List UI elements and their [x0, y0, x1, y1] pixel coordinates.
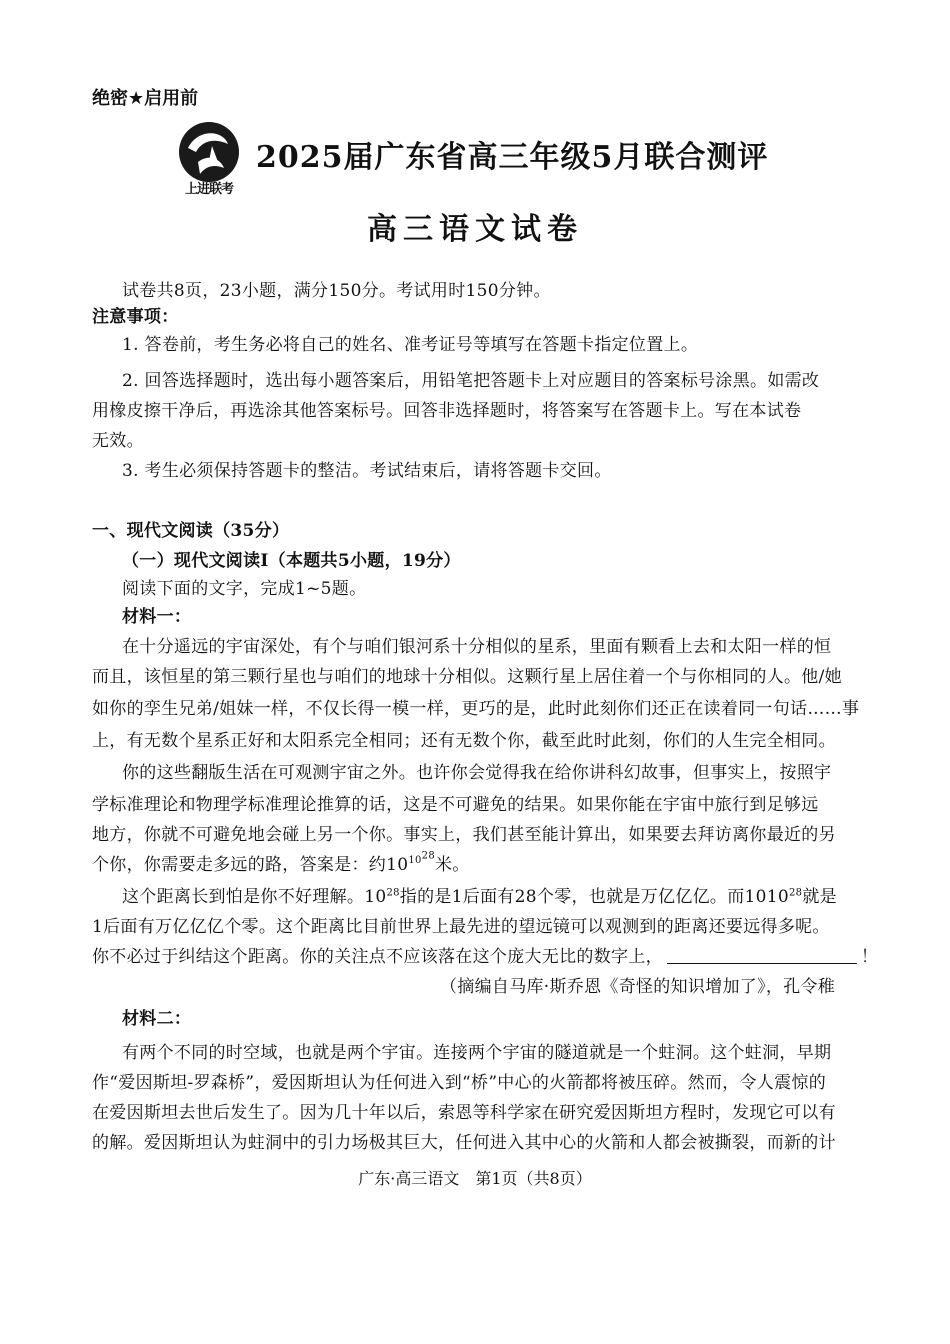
- para-3-text-c: 就是: [802, 887, 837, 907]
- confidential-label: 绝密★启用前: [92, 88, 199, 109]
- para-3-line-3-text: 你不必过于纠结这个距离。你的关注点不应该落在这个庞大无比的数字上，: [92, 947, 663, 967]
- material-1-para-3-line-1: [122, 882, 837, 907]
- material-1-para-2-line-4: [92, 850, 470, 875]
- exam-info: 试卷共8页，23小题，满分150分。考试用时150分钟。: [122, 281, 551, 301]
- material-1-para-1-line-1: 在十分遥远的宇宙深处，有个与咱们银河系十分相似的星系，里面有颗看上去和太阳一样的恒: [122, 637, 832, 657]
- material-2-line-2: 作“爱因斯坦-罗森桥”，爱因斯坦认为任何进入到“桥”中心的火箭都将被压碎。然而，令人震惊的: [92, 1073, 827, 1093]
- material-1-para-2-line-1: 你的这些翻版生活在可观测宇宙之外。也许你会觉得我在给你讲科幻故事，但事实上，按照宇: [122, 763, 832, 783]
- para-3-line-3-end: ！: [860, 947, 879, 967]
- material-2-label: 材料二：: [122, 1009, 192, 1029]
- reading-instruction: 阅读下面的文字，完成1~5题。: [122, 579, 367, 599]
- note-2-line-3: 无效。: [92, 431, 144, 451]
- para-3-text-b: 指的是1后面有28个零，也就是万亿亿亿。而1010: [399, 887, 789, 907]
- distance-text-suffix: 米。: [435, 855, 470, 875]
- note-2-line-2: 用橡皮擦干净后，再选涂其他答案标号。回答非选择题时，将答案写在答题卡上。写在本试卷: [92, 401, 802, 421]
- distance-exponent-power: 28: [421, 851, 435, 863]
- material-1-para-1-line-3: 如你的孪生兄弟/姐妹一样，不仅长得一模一样，更巧的是，此时此刻你们还正在读着同一句话……事: [92, 699, 860, 719]
- para-3-exponent-1: 28: [386, 887, 400, 899]
- material-2-line-4: 的解。爱因斯坦认为蛀洞中的引力场极其巨大，任何进入其中心的火箭和人都会被撕裂，而新的计: [92, 1133, 836, 1153]
- sub-section-heading: （一）现代文阅读Ⅰ（本题共5小题，19分）: [122, 551, 461, 571]
- note-1: 1. 答卷前，考生务必将自己的姓名、准考证号等填写在答题卡指定位置上。: [122, 335, 699, 355]
- para-3-text-a: 这个距离长到怕是你不好理解。10: [122, 887, 387, 907]
- material-2-line-1: 有两个不同的时空域，也就是两个宇宙。连接两个宇宙的隧道就是一个蛀洞。这个蛀洞，早期: [122, 1043, 832, 1063]
- material-1-source: （摘编自马库·斯乔恩《奇怪的知识增加了》，孔令稚: [440, 977, 836, 997]
- material-2-line-3: 在爱因斯坦去世后发生了。因为几十年以后，索恩等科学家在研究爱因斯坦方程时，发现它可以有: [92, 1103, 836, 1123]
- material-1-label: 材料一：: [122, 607, 192, 627]
- distance-exponent: [408, 851, 435, 867]
- material-1-para-1-line-4: 上，有无数个星系正好和太阳系完全相同；还有无数个你，截至此时此刻，你们的人生完全相同。: [92, 731, 836, 751]
- distance-exponent-base: 10: [408, 855, 422, 867]
- material-1-para-1-line-2: 而且，该恒星的第三颗行星也与咱们的地球十分相似。这颗行星上居住着一个与你相同的人。他/她: [92, 667, 842, 687]
- fill-in-blank: [667, 963, 857, 964]
- material-1-para-3-line-3: [92, 942, 878, 967]
- material-1-para-2-line-3: 地方，你就不可避免地会碰上另一个你。事实上，我们甚至能计算出，如果要去拜访离你最近的另: [92, 825, 836, 845]
- material-1-para-2-line-2: 学标准理论和物理学标准理论推算的话，这是不可避免的结果。如果你能在宇宙中旅行到足够远: [92, 795, 819, 815]
- para-3-exponent-2: 28: [788, 887, 803, 899]
- material-1-para-3-line-2: 1后面有万亿亿亿个零。这个距离比目前世界上最先进的望远镜可以观测到的距离还要远得多呢。: [92, 917, 830, 937]
- note-2-line-1: 2. 回答选择题时，选出每小题答案后，用铅笔把答题卡上对应题目的答案标号涂黑。如需改: [122, 371, 820, 391]
- notes-heading: 注意事项：: [92, 307, 179, 327]
- page-footer: 广东·高三语文 第1页（共8页）: [358, 1169, 592, 1188]
- logo-text: 上进联考: [184, 182, 233, 197]
- exam-title: 2025届广东省高三年级5月联合测评: [256, 140, 769, 175]
- exam-subtitle: 高三语文试卷: [367, 212, 583, 247]
- distance-text-prefix: 个你，你需要走多远的路，答案是：约10: [92, 855, 409, 875]
- note-3: 3. 考生必须保持答题卡的整洁。考试结束后，请将答题卡交回。: [122, 461, 612, 481]
- section-heading: 一、现代文阅读（35分）: [92, 521, 290, 541]
